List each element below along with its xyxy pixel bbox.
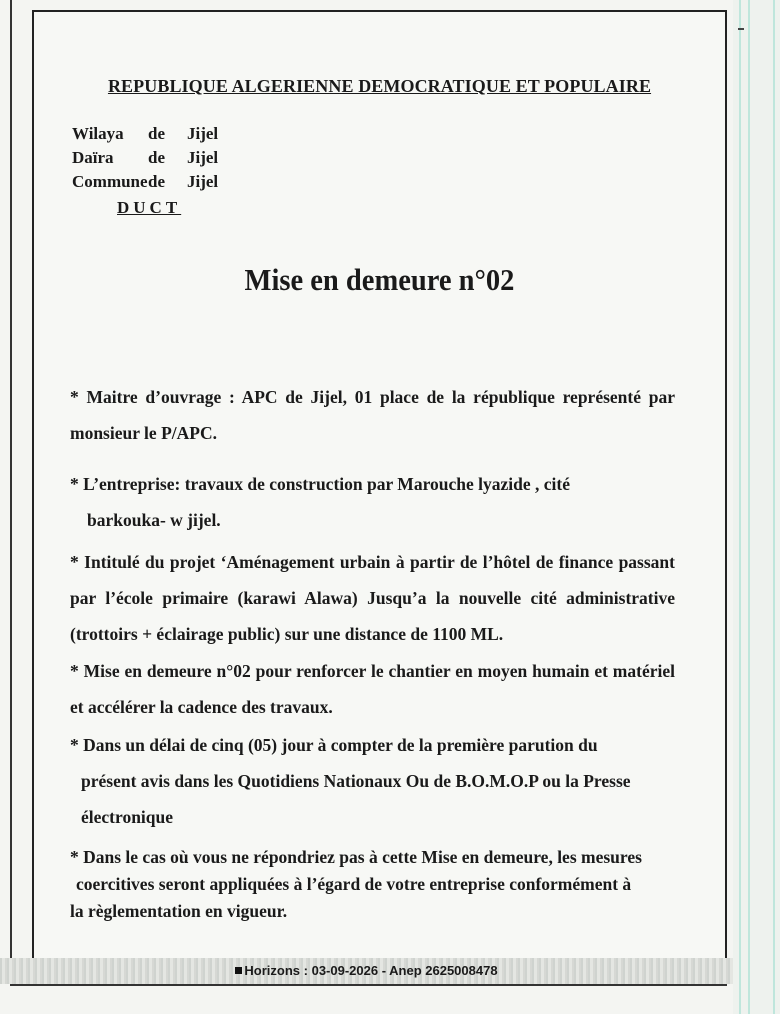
margin-mark xyxy=(738,28,744,30)
bottom-rule xyxy=(10,984,727,986)
left-page-edge xyxy=(0,0,12,985)
cas-line-2: coercitives seront appliquées à l’égard de votre entreprise conformément à xyxy=(76,874,632,894)
admin-label: Daïra xyxy=(72,148,114,167)
admin-value: Jijel xyxy=(187,148,219,167)
paragraph-maitre-ouvrage: * Maitre d’ouvrage : APC de Jijel, 01 place de la république représenté par monsieur le P/APC. xyxy=(70,387,675,443)
admin-prep: de xyxy=(148,172,165,191)
cas-line-1: * Dans le cas où vous ne répondriez pas à cette Mise en demeure, les mesures xyxy=(70,847,642,867)
admin-row-commune xyxy=(72,170,218,194)
right-margin-strip xyxy=(733,0,780,1014)
admin-row-daira xyxy=(72,146,218,170)
paragraph-cas xyxy=(70,844,675,925)
delai-line-1: * Dans un délai de cinq (05) jour à compter de la première parution du xyxy=(70,735,598,755)
admin-prep: de xyxy=(148,148,165,167)
admin-value: Jijel xyxy=(187,172,219,191)
publication-footer xyxy=(0,960,733,982)
notice-title: Mise en demeure n°02 xyxy=(244,262,515,297)
paragraph-entreprise xyxy=(70,466,675,538)
entreprise-line-1: * L’entreprise: travaux de construction par Marouche lyazide , cité xyxy=(70,474,570,494)
admin-label: Commune xyxy=(72,172,148,191)
delai-line-3: électronique xyxy=(81,807,174,827)
department-label: DUCT xyxy=(117,198,182,217)
paragraph-delai xyxy=(70,727,675,835)
admin-block xyxy=(72,122,218,194)
admin-label: Wilaya xyxy=(72,124,124,143)
entreprise-line-2: barkouka- w jijel. xyxy=(87,510,221,530)
admin-prep: de xyxy=(148,124,165,143)
republic-heading: REPUBLIQUE ALGERIENNE DEMOCRATIQUE ET POPULAIRE xyxy=(107,76,652,96)
paragraph-mise-en-demeure: * Mise en demeure n°02 pour renforcer le chantier en moyen humain et matériel et accélérer la cadence des travaux. xyxy=(70,661,675,717)
admin-value: Jijel xyxy=(187,124,219,143)
admin-row-wilaya xyxy=(72,122,218,146)
square-bullet-icon xyxy=(235,967,242,974)
delai-line-2: présent avis dans les Quotidiens Nationaux Ou de B.O.M.O.P ou la Presse xyxy=(81,771,631,791)
notice-frame xyxy=(32,10,727,985)
cas-line-3: la règlementation en vigueur. xyxy=(70,901,288,921)
footer-text: Horizons : 03-09-2026 - Anep 2625008478 xyxy=(244,963,498,978)
paragraph-intitule: * Intitulé du projet ‘Aménagement urbain à partir de l’hôtel de finance passant par l’école primaire (karawi Alawa) Jusqu’a la nouvelle cité administrative (trottoirs + éclairage public) sur une distance de 1100 ML. xyxy=(70,552,675,644)
